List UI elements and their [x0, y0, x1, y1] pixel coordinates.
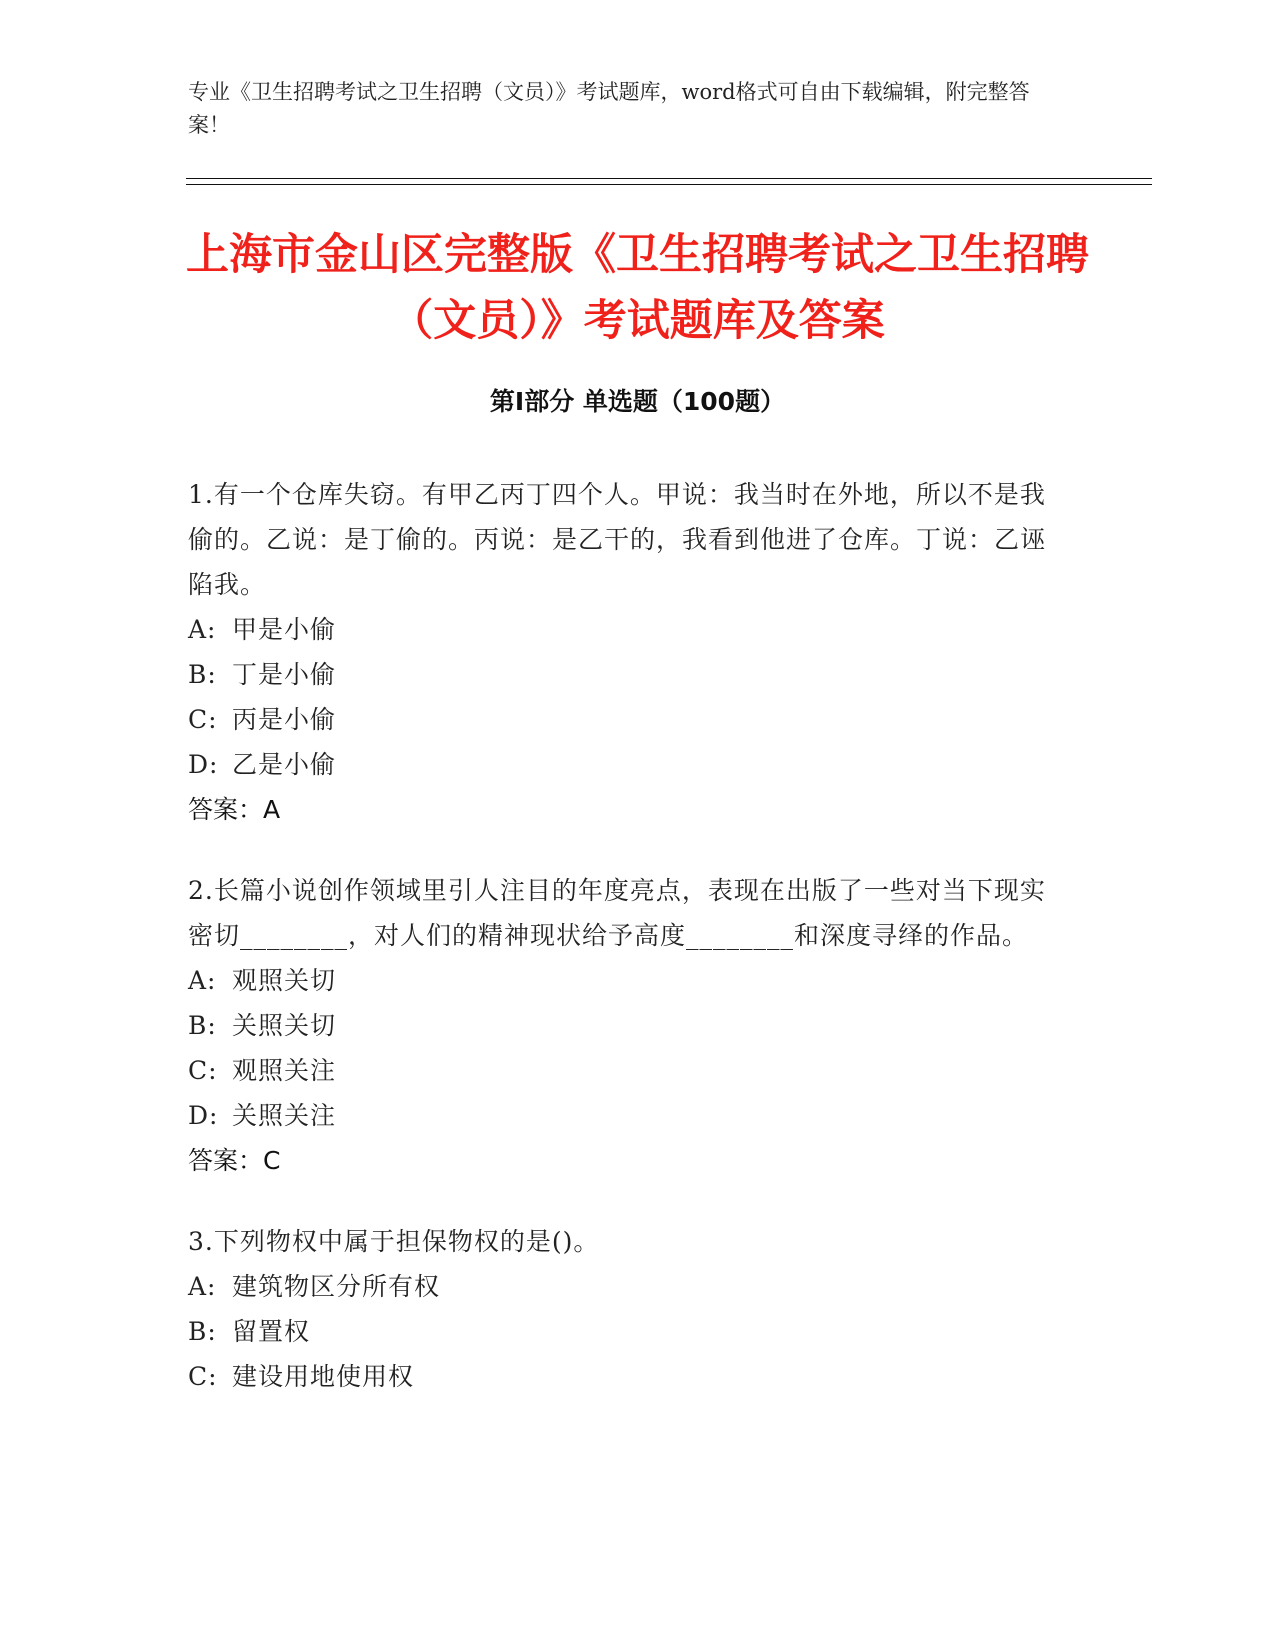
option-c	[188, 1354, 1068, 1399]
option-key: B:	[188, 660, 217, 689]
option-b	[188, 1003, 1068, 1048]
option-text: 甲是小偷	[232, 615, 337, 644]
header-note: 专业《卫生招聘考试之卫生招聘（文员）》考试题库，word格式可自由下载编辑，附完整答案！	[188, 80, 1030, 137]
option-key: D:	[188, 1101, 219, 1130]
option-a	[188, 958, 1068, 1003]
option-key: C:	[188, 705, 218, 734]
question-stem: 2.长篇小说创作领域里引人注目的年度亮点，表现在出版了一些对当下现实密切________，对人们的精神现状给予高度________和深度寻绎的作品。	[188, 876, 1046, 950]
option-key: B:	[188, 1317, 217, 1346]
option-key: A:	[188, 966, 217, 995]
option-d	[188, 1093, 1068, 1138]
option-c	[188, 697, 1068, 742]
option-key: A:	[188, 615, 217, 644]
answer-line: 答案：C	[188, 1146, 281, 1175]
question-2	[188, 868, 1068, 1183]
section-heading: 第Ⅰ部分 单选题（100题）	[489, 387, 786, 416]
header-divider	[186, 178, 1152, 185]
option-text: 丙是小偷	[232, 705, 337, 734]
option-text: 观照关切	[232, 966, 337, 995]
question-list	[188, 472, 1068, 1435]
option-key: B:	[188, 1011, 217, 1040]
option-key: C:	[188, 1056, 218, 1085]
option-text: 关照关切	[232, 1011, 337, 1040]
option-text: 乙是小偷	[232, 750, 337, 779]
question-1	[188, 472, 1068, 832]
option-key: D:	[188, 750, 219, 779]
option-b	[188, 652, 1068, 697]
option-a	[188, 1264, 1068, 1309]
option-c	[188, 1048, 1068, 1093]
option-b	[188, 1309, 1068, 1354]
question-3	[188, 1219, 1068, 1399]
option-text: 关照关注	[232, 1101, 337, 1130]
document-title: 上海市金山区完整版《卫生招聘考试之卫生招聘（文员）》考试题库及答案	[186, 230, 1089, 346]
option-key: C:	[188, 1362, 218, 1391]
option-text: 观照关注	[232, 1056, 337, 1085]
question-stem: 1.有一个仓库失窃。有甲乙丙丁四个人。甲说：我当时在外地，所以不是我偷的。乙说：是丁偷的。丙说：是乙干的，我看到他进了仓库。丁说：乙诬陷我。	[188, 480, 1047, 599]
option-text: 建设用地使用权	[232, 1362, 415, 1391]
answer-line: 答案：A	[188, 795, 281, 824]
option-text: 留置权	[232, 1317, 311, 1346]
option-a	[188, 607, 1068, 652]
option-d	[188, 742, 1068, 787]
question-stem: 3.下列物权中属于担保物权的是()。	[188, 1227, 600, 1256]
option-text: 建筑物区分所有权	[232, 1272, 441, 1301]
option-text: 丁是小偷	[232, 660, 337, 689]
option-key: A:	[188, 1272, 217, 1301]
